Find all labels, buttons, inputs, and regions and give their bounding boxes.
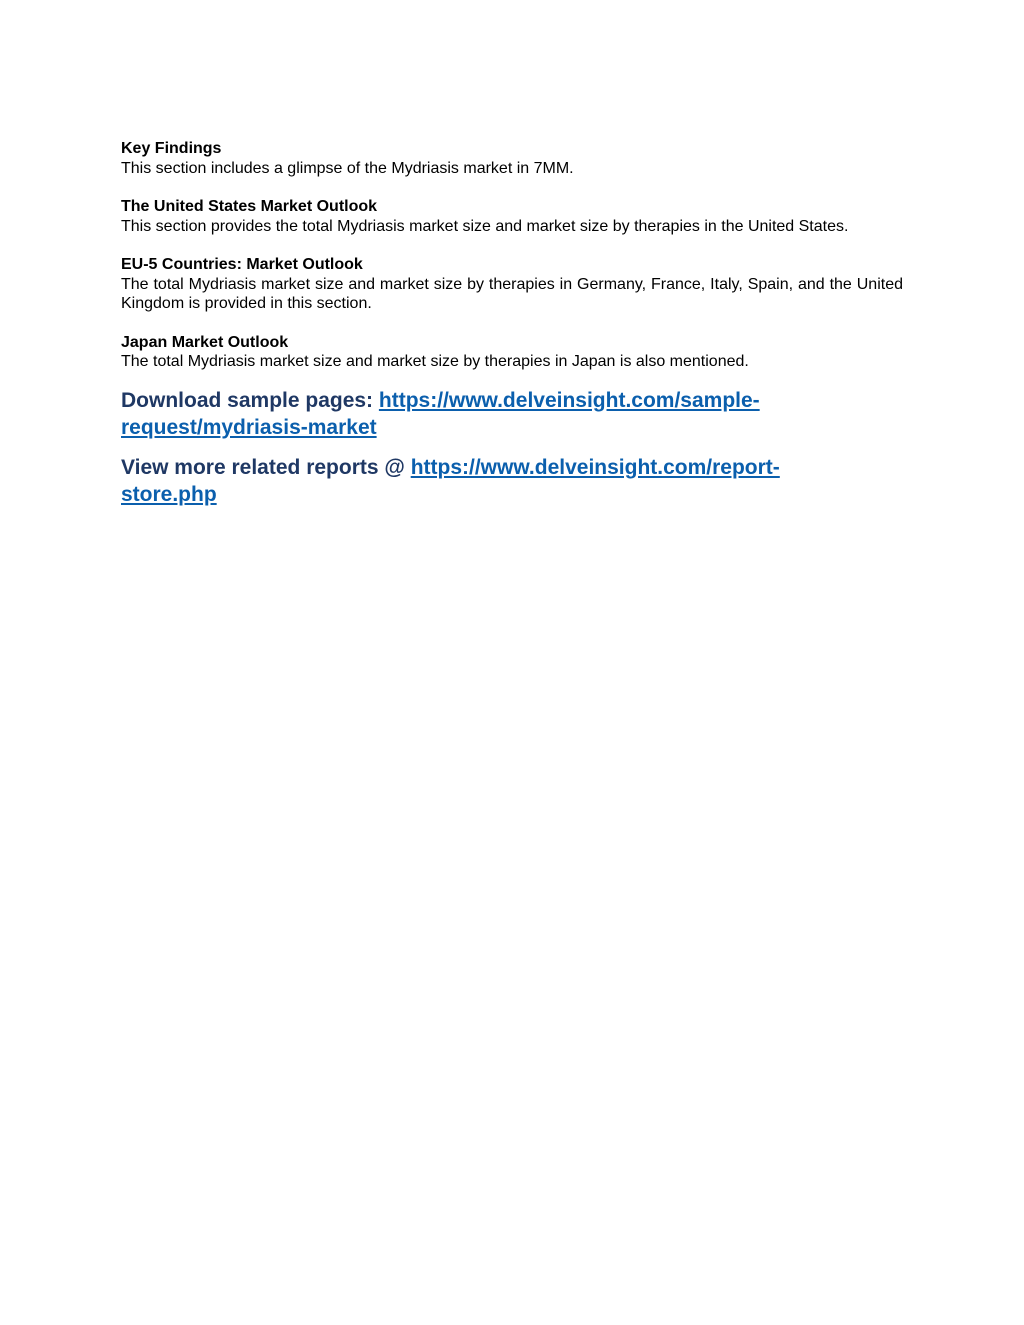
download-sample-label: Download sample pages:	[121, 388, 379, 412]
japan-market-heading: Japan Market Outlook	[121, 333, 289, 351]
key-findings-heading: Key Findings	[121, 140, 222, 157]
related-reports-line	[121, 454, 903, 508]
related-reports-url-part1: https://www.delveinsight.com/report-	[410, 455, 780, 479]
key-findings-text: This section includes a glimpse of the Mydriasis market in 7MM.	[121, 159, 574, 177]
eu5-market-heading: EU-5 Countries: Market Outlook	[121, 256, 363, 273]
japan-market-text: The total Mydriasis market size and market size by therapies in Japan is also mentioned.	[121, 353, 749, 370]
download-sample-url-part2: request/mydriasis-market	[121, 415, 377, 439]
japan-market-section	[121, 333, 903, 372]
us-market-text: This section provides the total Mydriasis market size and market size by therapies in the United States.	[121, 217, 849, 235]
related-reports-url-part2: store.php	[121, 482, 217, 506]
us-market-heading: The United States Market Outlook	[121, 198, 378, 215]
key-findings-section	[121, 139, 903, 178]
us-market-section	[121, 197, 903, 236]
related-reports-label: View more related reports @	[121, 455, 411, 479]
eu5-market-section	[121, 255, 903, 314]
download-sample-line	[121, 387, 903, 441]
download-sample-url-part1: https://www.delveinsight.com/sample-	[378, 388, 760, 412]
eu5-market-text: The total Mydriasis market size and market size by therapies in Germany, France, Italy, Spain, and the United Kingdom is provided in this section.	[121, 275, 903, 312]
document-page	[121, 139, 903, 521]
